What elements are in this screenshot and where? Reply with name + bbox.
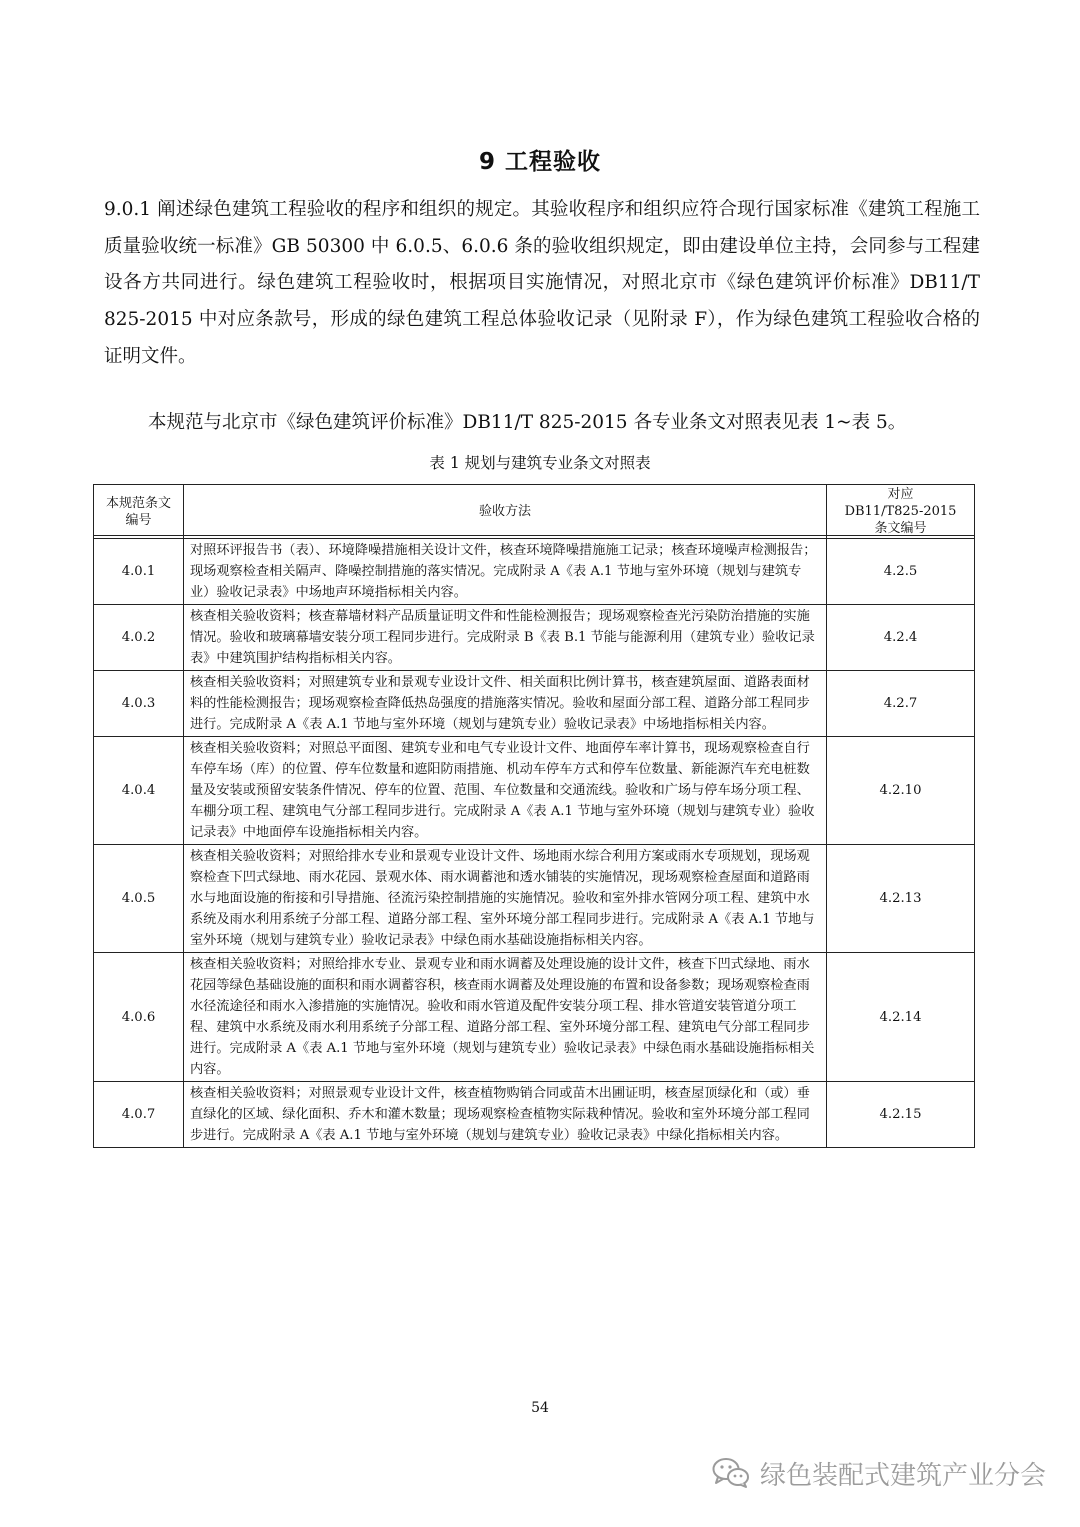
row-method: 对照环评报告书（表）、环境降噪措施相关设计文件，核查环境降噪措施施工记录；核查环境噪声检测报告；现场观察检查相关隔声、降噪控制措施的落实情况。完成附录 A《表 A.1 节地与室外环境（规划与建筑专业）验收记录表》中场地声环境指标相关内容。 [184, 539, 827, 605]
header-ref-line2: DB11/T825-2015 [844, 504, 957, 519]
row-ref: 4.2.7 [827, 671, 975, 737]
header-ref-line3: 条文编号 [874, 521, 927, 536]
provision-comparison-table [93, 484, 975, 1148]
table-caption: 表 1 规划与建筑专业条文对照表 [429, 454, 651, 472]
row-ref: 4.2.4 [827, 605, 975, 671]
watermark [712, 1453, 1046, 1493]
table-row [94, 953, 975, 1082]
paragraph-table-reference: 本规范与北京市《绿色建筑评价标准》DB11/T 825-2015 各专业条文对照表见表 1~表 5。 [148, 412, 907, 433]
row-method: 核查相关验收资料；核查幕墙材料产品质量证明文件和性能检测报告；现场观察检查光污染防治措施的实施情况。验收和玻璃幕墙安装分项工程同步进行。完成附录 B《表 B.1 节能与能源利用（建筑专业）验收记录表》中建筑围护结构指标相关内容。 [184, 605, 827, 671]
watermark-text: 绿色装配式建筑产业分会 [759, 1460, 1046, 1491]
header-ref [827, 485, 975, 539]
row-code: 4.0.2 [94, 605, 184, 671]
row-method: 核查相关验收资料；对照总平面图、建筑专业和电气专业设计文件、地面停车率计算书，现场观察检查自行车停车场（库）的位置、停车位数量和遮阳防雨措施、机动车停车方式和停车位数量、新能源汽车充电桩数量及安装或预留安装条件情况、停车的位置、范围、车位数量和交通流线。验收和广场与停车场分项工程、车棚分项工程、建筑电气分部工程同步进行。完成附录 A《表 A.1 节地与室外环境（规划与建筑专业）验收记录表》中地面停车设施指标相关内容。 [184, 737, 827, 845]
row-code: 4.0.6 [94, 953, 184, 1082]
section-heading: 9 工程验收 [478, 149, 601, 175]
table-row [94, 605, 975, 671]
row-ref: 4.2.5 [827, 539, 975, 605]
header-ref-line1: 对应 [887, 487, 914, 502]
table-header-row [94, 485, 975, 539]
row-ref: 4.2.15 [827, 1082, 975, 1148]
paragraph-9-0-1: 9.0.1 阐述绿色建筑工程验收的程序和组织的规定。其验收程序和组织应符合现行国家标准《建筑工程施工质量验收统一标准》GB 50300 中 6.0.5、6.0.6 条的验收组织规定，即由建设单位主持，会同参与工程建设各方共同进行。绿色建筑工程验收时，根据项目实施情况，对照北京市《绿色建筑评价标准》DB11/T 825-2015 中对应条款号，形成的绿色建筑工程总体验收记录（见附录 F），作为绿色建筑工程验收合格的证明文件。 [104, 199, 980, 367]
table-row [94, 737, 975, 845]
row-code: 4.0.4 [94, 737, 184, 845]
wechat-icon [712, 1457, 750, 1489]
table-row [94, 1082, 975, 1148]
row-code: 4.0.7 [94, 1082, 184, 1148]
table-row [94, 671, 975, 737]
header-method: 验收方法 [184, 485, 827, 539]
table-row [94, 539, 975, 605]
row-code: 4.0.1 [94, 539, 184, 605]
row-method: 核查相关验收资料；对照给排水专业和景观专业设计文件、场地雨水综合利用方案或雨水专项规划，现场观察检查下凹式绿地、雨水花园、景观水体、雨水调蓄池和透水铺装的实施情况，现场观察检查屋面和道路雨水与地面设施的衔接和引导措施、径流污染控制措施的实施情况。验收和室外排水管网分项工程、建筑中水系统及雨水利用系统子分部工程、道路分部工程、室外环境分部工程同步进行。完成附录 A《表 A.1 节地与室外环境（规划与建筑专业）验收记录表》中绿色雨水基础设施指标相关内容。 [184, 845, 827, 953]
row-code: 4.0.3 [94, 671, 184, 737]
row-code: 4.0.5 [94, 845, 184, 953]
row-method: 核查相关验收资料；对照建筑专业和景观专业设计文件、相关面积比例计算书，核查建筑屋面、道路表面材料的性能检测报告；现场观察检查降低热岛强度的措施落实情况。验收和屋面分部工程、道路分部工程同步进行。完成附录 A《表 A.1 节地与室外环境（规划与建筑专业）验收记录表》中场地指标相关内容。 [184, 671, 827, 737]
row-ref: 4.2.10 [827, 737, 975, 845]
row-ref: 4.2.14 [827, 953, 975, 1082]
row-method: 核查相关验收资料；对照景观专业设计文件，核查植物购销合同或苗木出圃证明，核查屋顶绿化和（或）垂直绿化的区域、绿化面积、乔木和灌木数量；现场观察检查植物实际栽种情况。验收和室外环境分部工程同步进行。完成附录 A《表 A.1 节地与室外环境（规划与建筑专业）验收记录表》中绿化指标相关内容。 [184, 1082, 827, 1148]
table-row [94, 845, 975, 953]
row-method: 核查相关验收资料；对照给排水专业、景观专业和雨水调蓄及处理设施的设计文件，核查下凹式绿地、雨水花园等绿色基础设施的面积和雨水调蓄容积，核查雨水调蓄及处理设施的布置和设备参数；现场观察检查雨水径流途径和雨水入渗措施的实施情况。验收和雨水管道及配件安装分项工程、排水管道安装管道分项工程、建筑中水系统及雨水利用系统子分部工程、道路分部工程、室外环境分部工程、建筑电气分部工程同步进行。完成附录 A《表 A.1 节地与室外环境（规划与建筑专业）验收记录表》中绿色雨水基础设施指标相关内容。 [184, 953, 827, 1082]
row-ref: 4.2.13 [827, 845, 975, 953]
page-number: 54 [531, 1400, 549, 1416]
header-code: 本规范条文编号 [94, 485, 184, 539]
